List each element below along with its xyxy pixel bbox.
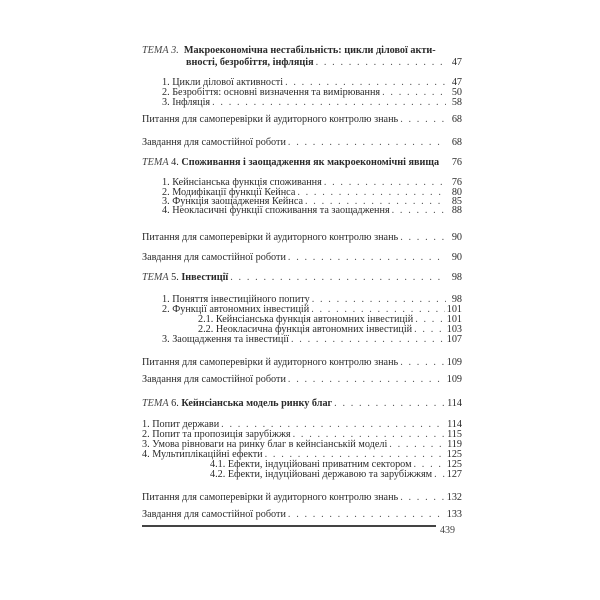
entry-text: 3. Заощадження та інвестиції: [162, 334, 290, 345]
theme-number: 6.: [171, 398, 179, 409]
page-number: 47: [451, 57, 462, 68]
page-folio: 439: [440, 525, 455, 536]
entry-text: 2. Безробіття: основні визначення та вимірювання: [162, 87, 381, 98]
page-number: 85: [451, 196, 462, 207]
entry-text: 2. Модифікації функції Кейнса: [162, 187, 296, 198]
page-number: 125: [446, 449, 462, 460]
toc-entry-questions: [142, 357, 462, 369]
toc-entry-questions: [142, 114, 462, 126]
page-number: 119: [447, 439, 462, 450]
page-number: 90: [451, 252, 462, 263]
page-number: 98: [451, 272, 462, 283]
theme-title: Макроекономічна нестабільність: цикли ділової акти-: [183, 45, 436, 56]
theme5-heading-text: [142, 272, 228, 284]
theme6-heading-text: [142, 398, 332, 410]
toc-entry-tasks: [142, 509, 462, 521]
leader-dots: [400, 232, 446, 244]
entry-text: Питання для самоперевірки й аудиторного контролю знань: [142, 232, 399, 243]
entry-text: 3. Умова рівноваги на ринку благ в кейнсіанській моделі: [142, 439, 388, 450]
entry-text: Питання для самоперевірки й аудиторного контролю знань: [142, 114, 399, 125]
entry-text: 2.1. Кейнсіанська функція автономних інвестицій: [198, 314, 414, 325]
page-number: 127: [446, 469, 462, 480]
theme3-heading: [142, 45, 462, 57]
entry-text: 4. Неокласичні функції споживання та заощадження: [162, 205, 390, 216]
leader-dots: [316, 57, 446, 69]
theme-number: 5.: [171, 272, 179, 283]
page-number: 125: [446, 459, 462, 470]
entry-text: 2. Попит та пропозиція зарубіжжя: [142, 429, 291, 440]
entry-text: Завдання для самостійної роботи: [142, 509, 286, 520]
page-number: 107: [446, 334, 462, 345]
footer-rule: [142, 525, 436, 527]
entry-text: Завдання для самостійної роботи: [142, 374, 286, 385]
theme-title: Кейнсіанська модель ринку благ: [181, 398, 333, 409]
entry-text: 1. Кейнсіанська функція споживання: [162, 177, 322, 188]
entry-text: Питання для самоперевірки й аудиторного контролю знань: [142, 492, 399, 503]
entry-text: 1. Поняття інвестиційного попиту: [162, 294, 310, 305]
toc-entry-tasks: [142, 252, 462, 264]
toc-entry: [162, 205, 462, 217]
theme-label: ТЕМА: [142, 157, 169, 168]
leader-dots: [392, 205, 446, 217]
entry-text: 1. Цикли ділової активності: [162, 77, 284, 88]
theme4-heading-text: [142, 157, 439, 169]
leader-dots: [230, 272, 446, 284]
theme-label: ТЕМА: [142, 272, 169, 283]
theme5-heading: [142, 272, 462, 284]
toc-entry-tasks: [142, 374, 462, 386]
page-number: 76: [451, 157, 462, 168]
page-number: 109: [446, 357, 462, 368]
page-number: 101: [446, 304, 462, 315]
leader-dots: [400, 492, 445, 504]
leader-dots: [288, 252, 446, 264]
page-number: 68: [451, 114, 462, 125]
entry-text: 4.2. Ефекти, індуційовані державою та зарубіжжям: [210, 469, 433, 480]
page-number: 50: [451, 87, 462, 98]
theme-label: ТЕМА: [142, 398, 169, 409]
theme-number: 4.: [171, 157, 179, 168]
theme-title: Споживання і заощадження як макроекономічні явища: [181, 157, 440, 168]
page-number: 114: [447, 419, 462, 430]
leader-dots: [288, 374, 445, 386]
page-number: 88: [451, 205, 462, 216]
entry-text: 2.2. Неокласична функція автономних інвестицій: [198, 324, 413, 335]
theme6-heading: [142, 398, 462, 410]
entry-text: 3. Інфляція: [162, 97, 211, 108]
toc-entry-questions: [142, 232, 462, 244]
page-number: 58: [451, 97, 462, 108]
entry-text: 2. Функції автономних інвестицій: [162, 304, 310, 315]
page-number: 132: [446, 492, 462, 503]
page-number: 76: [451, 177, 462, 188]
leader-dots: [400, 357, 445, 369]
page-number: 98: [451, 294, 462, 305]
theme-title-cont: вності, безробіття, інфляція: [186, 57, 314, 68]
leader-dots: [334, 398, 445, 410]
toc-entry-tasks: [142, 137, 462, 149]
theme-label: ТЕМА 3.: [142, 45, 179, 56]
entry-text: Завдання для самостійної роботи: [142, 137, 286, 148]
entry-text: 3. Функція заощадження Кейнса: [162, 196, 303, 207]
page-number: 90: [451, 232, 462, 243]
page-number: 109: [446, 374, 462, 385]
page-number: 80: [451, 187, 462, 198]
entry-text: 4. Мультиплікаційні ефекти: [142, 449, 263, 460]
page-number: 103: [446, 324, 462, 335]
leader-dots: [288, 137, 446, 149]
theme3-heading-cont: [186, 57, 462, 69]
page-number: 115: [447, 429, 462, 440]
entry-text: 1. Попит держави: [142, 419, 220, 430]
leader-dots: [434, 469, 445, 481]
page-number: 114: [447, 398, 462, 409]
leader-dots: [291, 334, 445, 346]
page-number: 47: [451, 77, 462, 88]
toc-entry-questions: [142, 492, 462, 504]
leader-dots: [400, 114, 446, 126]
entry-text: Завдання для самостійної роботи: [142, 252, 286, 263]
toc-entry: [162, 334, 462, 346]
page-number: 101: [446, 314, 462, 325]
leader-dots: [288, 509, 445, 521]
toc-entry: [162, 97, 462, 109]
page-number: 133: [446, 509, 462, 520]
page-number: 68: [451, 137, 462, 148]
theme-title: Інвестиції: [181, 272, 229, 283]
entry-text: Питання для самоперевірки й аудиторного контролю знань: [142, 357, 399, 368]
leader-dots: [212, 97, 446, 109]
entry-text: 4.1. Ефекти, індуційовані приватним сектором: [210, 459, 412, 470]
theme4-heading: [142, 157, 462, 169]
toc-subentry: [210, 469, 462, 481]
theme3-heading-text: [142, 45, 436, 57]
